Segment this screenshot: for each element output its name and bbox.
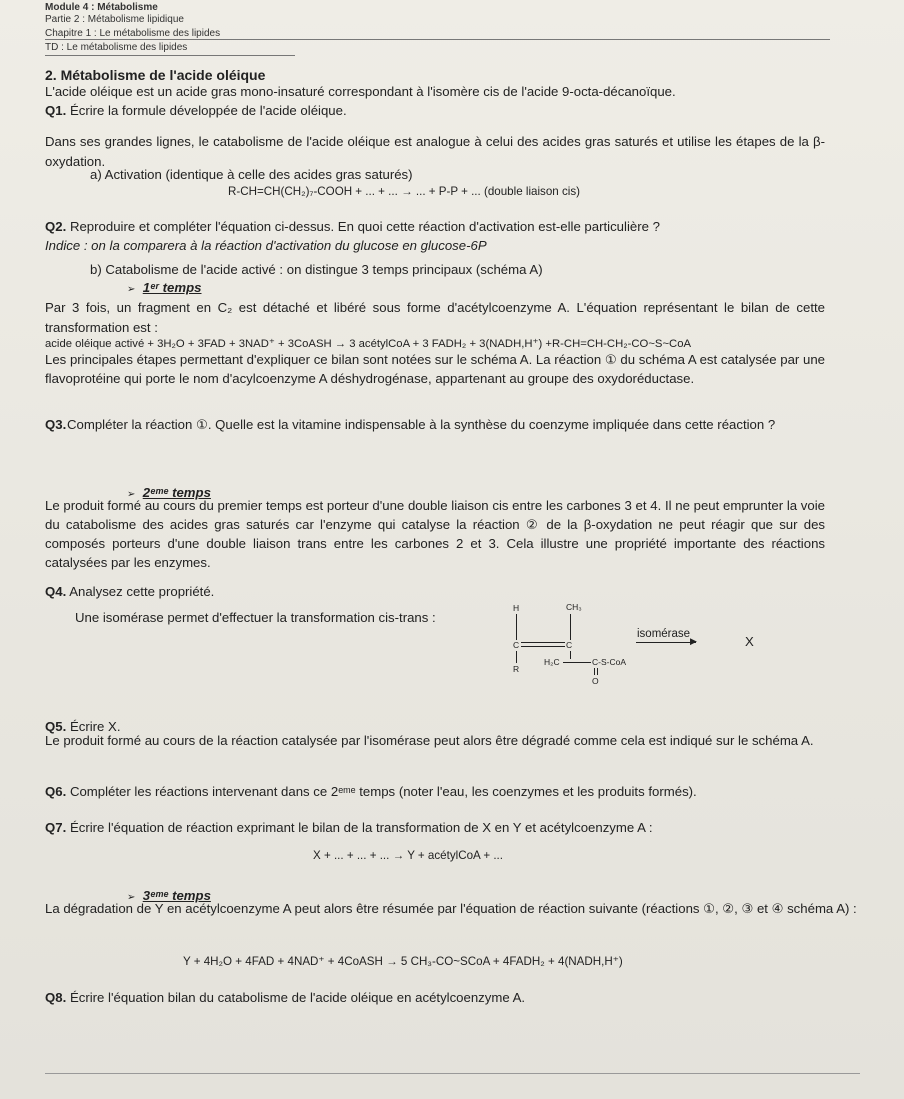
atom-r: R [513,664,520,674]
header-divider-bottom [45,55,295,56]
partie-label: Partie 2 : Métabolisme lipidique [45,14,184,25]
temps1-paragraph-2: Les principales étapes permettant d'expliquer ce bilan sont notées sur le schéma A. La réaction ① du schéma A est catalysée par une flavoprotéine qui porte le nom d'acylcoenzyme A déshydrogénase, appartenant au groupe des oxydoréductase. [45,352,825,386]
module-label: Module 4 : Métabolisme [45,2,158,13]
q6-label: Q6. [45,784,67,799]
q5-text: Écrire X. [69,719,121,734]
activation-title: a) Activation (identique à celle des acides gras saturés) [90,167,413,182]
isomerase-text: Une isomérase permet d'effectuer la transformation cis-trans : [75,610,436,625]
q1-text: Écrire la formule développée de l'acide oléique. [69,103,347,118]
temps2-paragraph: Le produit formé au cours du premier temps est porteur d'une double liaison cis entre les carbones 3 et 4. Il ne peut emprunter la voie du catabolisme des acides gras saturés car l'enzyme qui catalyse la réaction ② de la β-oxydation ne peut réagir que sur des composés porteurs d'une double liaison trans entre les carbones 2 et 3. Cela illustre une propriété importante des réactions catalysées par les enzymes. [45,498,825,570]
temps3-paragraph: La dégradation de Y en acétylcoenzyme A peut alors être résumée par l'équation de réaction suivante (réactions ①, ②, ③ et ④ schéma A) : [45,901,857,916]
group-cs-coa: C-S-CoA [592,657,627,667]
question-q1 [45,103,347,119]
temps1-heading [127,280,202,298]
q5-label: Q5. [45,719,67,734]
bond-h2c-cs [563,662,591,663]
q2-label: Q2. [45,219,67,234]
product-x: X [745,634,754,649]
carbonyl-bond-1 [594,668,595,675]
question-q6 [45,784,697,800]
chapitre-label: Chapitre 1 : Le métabolisme des lipides [45,28,221,39]
bond-c-h2c [570,651,571,659]
section-title: 2. Métabolisme de l'acide oléique [45,67,266,83]
atom-c1: C [513,640,520,650]
arrow-head-icon: ▶ [690,636,697,646]
carbonyl-bond-2 [597,668,598,675]
q4-text: Analysez cette propriété. [69,584,215,599]
temps3-bullet-icon: ➢ [127,892,136,903]
header-divider-top [45,39,830,40]
question-q7 [45,820,653,836]
temps2-bullet-icon: ➢ [127,489,136,500]
q4-label: Q4. [45,584,67,599]
intro-text: L'acide oléique est un acide gras mono-insaturé correspondant à l'isomère cis de l'acide 9-octa-décanoïque. [45,84,676,99]
question-q2 [45,219,660,235]
temps1-bullet-icon: ➢ [127,284,136,295]
temps1-paragraph: Par 3 fois, un fragment en C₂ est détaché et libéré sous forme d'acétylcoenzyme A. L'équation représentant le bilan de cette transformation est : [45,300,825,335]
q7-label: Q7. [45,820,67,835]
temps3-equation: Y + 4H₂O + 4FAD + 4NAD⁺ + 4CoASH → 5 CH₃-CO~SCoA + 4FADH₂ + 4(NADH,H⁺) [183,955,623,968]
q6-text: Compléter les réactions intervenant dans ce 2ᵉᵐᵉ temps (noter l'eau, les coenzymes et les produits formés). [69,784,697,799]
atom-h: H [513,603,520,613]
bond-h-c [516,614,517,640]
double-bond-bottom [521,646,565,647]
q7-equation: X + ... + ... + ... → Y + acétylCoA + ... [313,849,503,862]
temps3-title: 3ᵉᵐᵉ temps [142,888,211,903]
paragraph-beta-oxidation: Dans ses grandes lignes, le catabolisme de l'acide oléique est analogue à celui des acides gras saturés et utilise les étapes de la β-oxydation. [45,134,825,169]
temps1-equation: acide oléique activé + 3H₂O + 3FAD + 3NAD⁺ + 3CoASH → 3 acétylCoA + 3 FADH₂ + 3(NADH,H⁺) +R-CH=CH-CH₂-CO~S~CoA [45,338,692,350]
isomerase-arrow [636,642,696,643]
isomerase-label: isomérase [637,628,691,640]
atom-h2c: H₂C [544,657,560,667]
q7-text: Écrire l'équation de réaction exprimant le bilan de la transformation de X en Y et acétylcoenzyme A : [69,820,653,835]
activation-equation: R-CH=CH(CH₂)₇-COOH + ... + ... → ... + P-P + ... (double liaison cis) [228,185,580,198]
q8-label: Q8. [45,990,67,1005]
bond-ch3-c [570,614,571,640]
td-label: TD : Le métabolisme des lipides [45,42,188,53]
bond-c-r [516,651,517,663]
q8-text: Écrire l'équation bilan du catabolisme de l'acide oléique en acétylcoenzyme A. [69,990,526,1005]
temps2-title: 2ᵉᵐᵉ temps [142,485,211,500]
question-q8 [45,990,525,1006]
q3-text: Compléter la réaction ①. Quelle est la vitamine indispensable à la synthèse du coenzyme impliquée dans cette réaction ? [67,417,776,432]
atom-ch3: CH₃ [566,602,582,612]
isomerase-product-paragraph: Le produit formé au cours de la réaction catalysée par l'isomérase peut alors être dégradé comme cela est indiqué sur le schéma A. [45,733,814,748]
temps1-title: 1ᵉʳ temps [142,280,202,295]
q2-text: Reproduire et compléter l'équation ci-dessus. En quoi cette réaction d'activation est-elle particulière ? [69,219,660,234]
q3-label: Q3. [45,417,67,432]
catabolism-title: b) Catabolisme de l'acide activé : on distingue 3 temps principaux (schéma A) [90,262,543,277]
atom-o: O [592,676,599,686]
question-q4 [45,584,214,600]
double-bond-top [521,642,565,643]
q2-hint: Indice : on la comparera à la réaction d'activation du glucose en glucose-6P [45,238,487,253]
q1-label: Q1. [45,103,67,118]
footer-divider [45,1073,860,1074]
atom-c2: C [566,640,573,650]
